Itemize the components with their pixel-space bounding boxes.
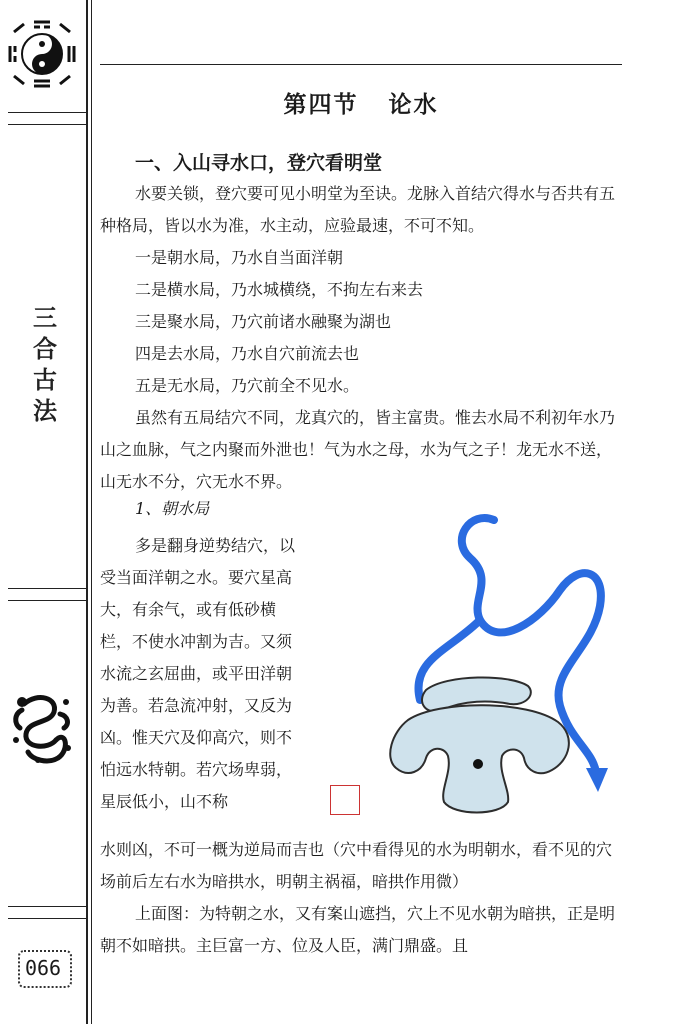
side-title [28, 302, 62, 426]
subsection-title: 1、朝水局 [135, 499, 210, 518]
sidebar-border-inner [91, 0, 92, 1024]
divider [8, 918, 86, 919]
divider [8, 600, 86, 601]
side-title-char: 三 [33, 303, 57, 332]
divider [8, 124, 86, 125]
sidebar-border [86, 0, 88, 1024]
yin-yang-bagua-icon [4, 16, 80, 92]
enclosing-mountain [390, 705, 569, 812]
divider [8, 112, 86, 113]
pattern-list [135, 242, 423, 402]
divider [8, 588, 86, 589]
red-seal-stamp [330, 785, 360, 815]
paragraph: 水则凶，不可一概为逆局而吉也（穴中看得见的水为明朝水，看不见的穴场前后左右水为暗拱水，明朝主祸福，暗拱作用微） [100, 840, 613, 891]
divider [8, 906, 86, 907]
paragraph: 虽然有五局结穴不同，龙真穴的，皆主富贵。惟去水局不利初年水乃山之血脉，气之内聚而外泄也！气为水之母，水为气之子！龙无水不送，山无水不分，穴无水不界。 [100, 408, 616, 491]
side-title-char: 合 [33, 334, 57, 363]
burial-spot [473, 759, 483, 769]
list-item: 三是聚水局，乃穴前诸水融聚为湖也 [135, 312, 392, 331]
header-rule [100, 64, 622, 65]
section-name: 论水 [388, 91, 439, 118]
list-item: 四是去水局，乃水自穴前流去也 [135, 344, 360, 363]
page-number-badge [12, 942, 74, 992]
list-item: 一是朝水局，乃水自当面洋朝 [135, 248, 344, 267]
dragon-icon [8, 690, 74, 768]
section-title [100, 86, 622, 119]
paragraph: 多是翻身逆势结穴，以受当面洋朝之水。要穴星高大，有余气，或有低砂横栏，不使水冲割为吉。又须水流之玄屈曲，或平田洋朝为善。若急流冲射，又反为凶。惟天穴及仰高穴，则不怕远水特朝。若穴场卑弱，星辰低小，山不称 [100, 536, 296, 811]
paragraph: 上面图：为特朝之水，又有案山遮挡，穴上不见水朝为暗拱，正是明朝不如暗拱。主巨富一方、位及人臣，满门鼎盛。且 [100, 904, 616, 955]
water-diagram [330, 510, 630, 840]
list-item: 二是横水局，乃水城横绕，不拘左右来去 [135, 280, 424, 299]
paragraph: 水要关锁，登穴要可见小明堂为至诀。龙脉入首结穴得水与否共有五种格局，皆以水为准，水主动，应验最速，不可不知。 [100, 184, 616, 235]
sidebar [0, 0, 90, 1024]
page-number: 066 [24, 956, 62, 980]
subheading: 一、入山寻水口，登穴看明堂 [135, 152, 383, 174]
section-number: 第四节 [283, 91, 359, 118]
side-title-char: 古 [33, 365, 57, 394]
flow-arrow-icon [586, 768, 608, 792]
side-title-char: 法 [33, 396, 57, 425]
list-item: 五是无水局，乃穴前全不见水。 [135, 376, 360, 395]
